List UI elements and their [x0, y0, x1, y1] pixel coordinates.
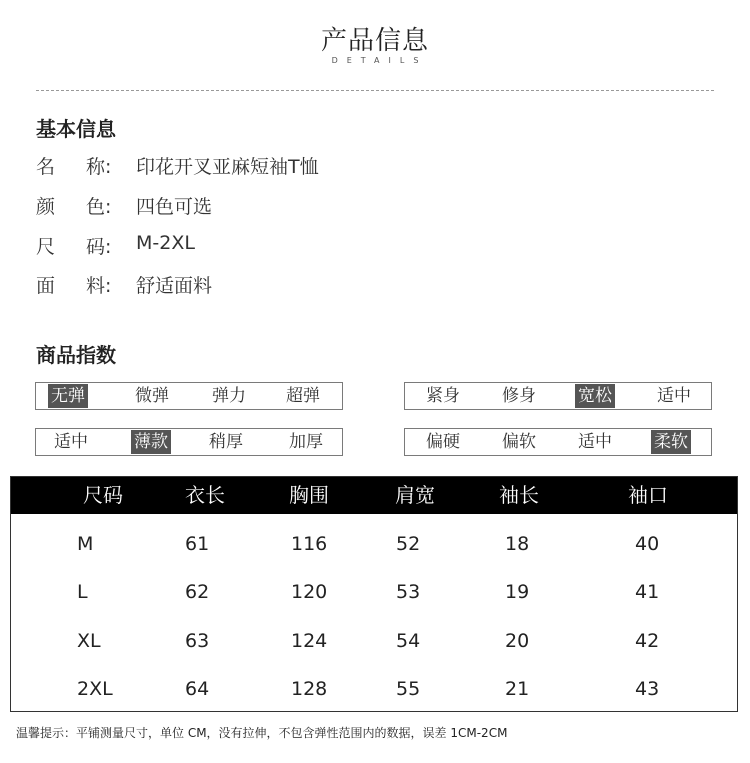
table-cell: 116 [291, 533, 328, 555]
scale-option: 适中 [657, 386, 691, 406]
table-cell: 40 [635, 533, 660, 555]
info-row-size [36, 232, 195, 259]
scale-fit [404, 382, 712, 410]
info-key-char: 面 [36, 275, 56, 297]
divider [36, 90, 714, 91]
scale-option: 微弹 [135, 386, 169, 406]
info-value: 印花开叉亚麻短袖T恤 [136, 156, 319, 178]
table-cell: 124 [291, 630, 328, 652]
info-row-name [36, 152, 319, 179]
table-cell: 21 [505, 678, 530, 700]
table-cell: L [77, 581, 88, 603]
scale-option: 修身 [502, 386, 536, 406]
info-key-char: 颜 [36, 196, 56, 218]
size-table [10, 476, 738, 712]
scale-elasticity [35, 382, 343, 410]
info-value: 四色可选 [136, 196, 213, 218]
table-header-cell: 尺码 [83, 483, 123, 507]
scale-option: 宽松 [575, 384, 615, 408]
info-value: 舒适面料 [136, 275, 213, 297]
info-key-char: 码: [86, 236, 112, 258]
info-key-char: 称: [86, 156, 112, 178]
table-cell: 18 [505, 533, 530, 555]
table-cell: 64 [185, 678, 210, 700]
info-row-color [36, 192, 212, 219]
scale-option: 适中 [54, 432, 88, 452]
measurement-note: 温馨提示：平铺测量尺寸，单位 CM，没有拉伸，不包含弹性范围内的数据，误差 1CM-2CM [16, 726, 508, 740]
table-cell: 53 [396, 581, 421, 603]
scale-option: 薄款 [131, 430, 171, 454]
table-cell: 52 [396, 533, 421, 555]
section-title-index: 商品指数 [36, 343, 116, 367]
table-cell: 43 [635, 678, 660, 700]
scale-option: 偏硬 [426, 432, 460, 452]
scale-option: 偏软 [502, 432, 536, 452]
scale-option: 紧身 [426, 386, 460, 406]
page-subtitle: DETAILS [331, 56, 428, 65]
table-cell: 20 [505, 630, 530, 652]
table-header-cell: 袖口 [628, 483, 668, 507]
table-cell: 120 [291, 581, 328, 603]
scale-option: 无弹 [48, 384, 88, 408]
table-cell: M [77, 533, 94, 555]
scale-option: 超弹 [286, 386, 320, 406]
table-cell: 2XL [77, 678, 113, 700]
scale-option: 加厚 [289, 432, 323, 452]
info-key-char: 色: [86, 196, 112, 218]
table-cell: 41 [635, 581, 660, 603]
page-title: 产品信息 [320, 26, 429, 56]
table-header-cell: 袖长 [499, 483, 539, 507]
scale-softness [404, 428, 712, 456]
scale-option: 柔软 [651, 430, 691, 454]
info-key-char: 名 [36, 156, 56, 178]
table-cell: 62 [185, 581, 210, 603]
table-cell: 19 [505, 581, 530, 603]
info-key-char: 尺 [36, 236, 56, 258]
table-cell: 55 [396, 678, 421, 700]
info-key-char: 料: [86, 275, 112, 297]
table-cell: 128 [291, 678, 328, 700]
scale-option: 稍厚 [209, 432, 243, 452]
info-value: M-2XL [136, 232, 195, 254]
table-header-cell: 肩宽 [395, 483, 435, 507]
table-cell: 54 [396, 630, 421, 652]
scale-option: 弹力 [212, 386, 246, 406]
scale-option: 适中 [578, 432, 612, 452]
table-cell: 63 [185, 630, 210, 652]
table-cell: 42 [635, 630, 660, 652]
scale-thickness [35, 428, 343, 456]
table-header-cell: 胸围 [289, 483, 329, 507]
info-row-fabric [36, 271, 212, 298]
table-header [11, 477, 737, 514]
table-cell: 61 [185, 533, 210, 555]
table-header-cell: 衣长 [185, 483, 225, 507]
section-title-basic: 基本信息 [36, 117, 116, 141]
table-cell: XL [77, 630, 101, 652]
